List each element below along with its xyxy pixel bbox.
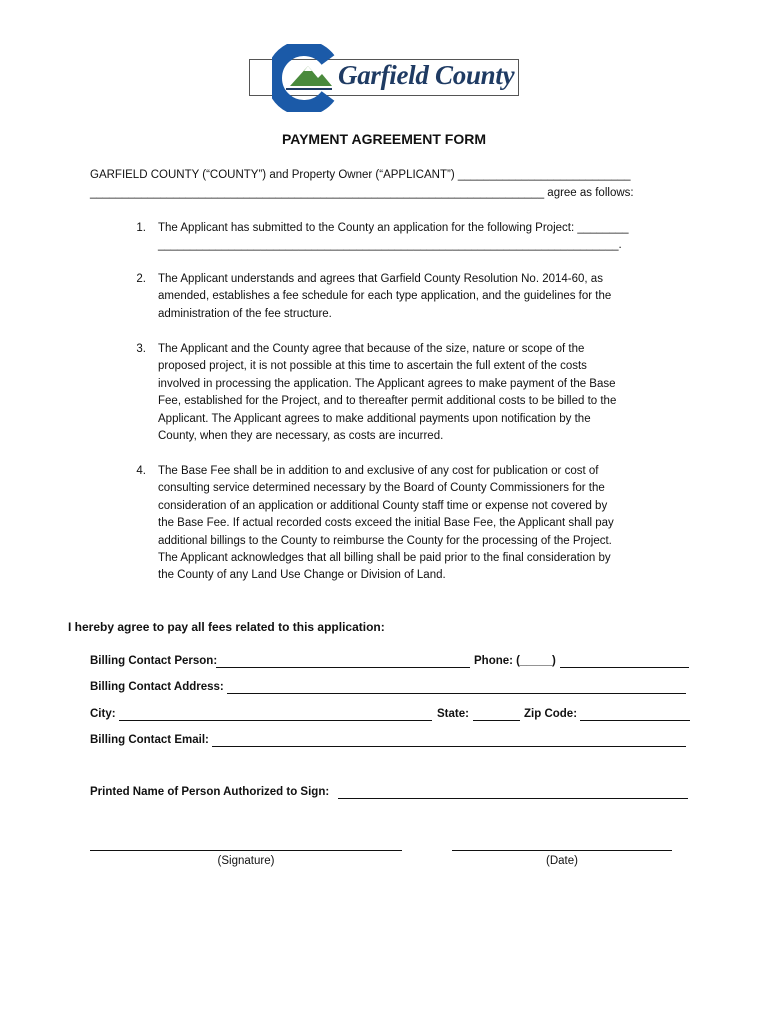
item-text-line: County, when they are necessary, as costs are incurred. xyxy=(158,430,444,442)
page-title: PAYMENT AGREEMENT FORM xyxy=(281,131,487,147)
city-label: City: xyxy=(90,708,116,720)
intro-line-2: _______________________________________________________________________ agree as follows: xyxy=(90,187,634,199)
county-logo-icon xyxy=(272,44,338,112)
logo-text: Garfield County xyxy=(338,60,515,90)
state-field[interactable] xyxy=(473,720,520,721)
item-text-line: additional billings to the County to reimburse the County for the processing of the Project. xyxy=(158,534,612,547)
email-field[interactable] xyxy=(212,746,686,747)
contact-person-label: Billing Contact Person: xyxy=(90,655,218,667)
item-number: 3. xyxy=(136,343,146,355)
item-text-line: The Applicant understands and agrees that Garfield County Resolution No. 2014-60, as xyxy=(158,273,603,285)
zip-field[interactable] xyxy=(580,720,690,721)
item-text-line: Applicant. The Applicant agrees to make additional payments upon notification by the xyxy=(158,412,591,425)
address-label: Billing Contact Address: xyxy=(90,681,224,693)
date-line[interactable] xyxy=(452,850,672,851)
item-text-line: The Applicant has submitted to the County an application for the following Project: ________ xyxy=(158,222,629,234)
item-text-line: the County of any Land Use Change or Division of Land. xyxy=(158,569,446,582)
printed-name-label: Printed Name of Person Authorized to Sign: xyxy=(90,786,330,798)
item-text-line: The Applicant acknowledges that all billing shall be paid prior to the final consideration by xyxy=(158,552,611,564)
item-text-line: proposed project, it is not possible at this time to ascertain the full extent of the costs xyxy=(158,360,587,373)
address-field[interactable] xyxy=(227,693,686,694)
agree-statement: I hereby agree to pay all fees related to this application: xyxy=(68,620,385,634)
signature-line[interactable] xyxy=(90,850,402,851)
zip-label: Zip Code: xyxy=(524,708,578,720)
state-label: State: xyxy=(437,708,469,720)
item-number: 1. xyxy=(136,222,146,234)
printed-name-field[interactable] xyxy=(338,798,688,799)
item-text-line: ________________________________________________________________________. xyxy=(158,239,622,252)
item-number: 4. xyxy=(136,465,146,477)
item-number: 2. xyxy=(136,273,146,285)
item-text-line: consulting service determined necessary by the Board of County Commissioners for the xyxy=(158,482,605,495)
date-caption: (Date) xyxy=(546,855,578,867)
email-label: Billing Contact Email: xyxy=(90,734,209,746)
contact-person-field[interactable] xyxy=(216,667,470,668)
item-text-line: The Base Fee shall be in addition to and exclusive of any cost for publication or cost of xyxy=(158,465,599,477)
intro-line-1: GARFIELD COUNTY (“COUNTY”) and Property Owner (“APPLICANT”) ___________________________ xyxy=(90,169,631,181)
phone-field[interactable] xyxy=(560,667,689,668)
item-text-line: amended, establishes a fee schedule for each type application, and the guidelines for the xyxy=(158,290,612,303)
phone-label: Phone: (_____) xyxy=(474,655,556,667)
signature-caption: (Signature) xyxy=(217,855,275,867)
item-text-line: the Base Fee. If actual recorded costs exceed the initial Base Fee, the Applicant shall pay xyxy=(158,517,614,530)
item-text-line: Fee, established for the Project, and to thereafter permit additional costs to be billed to the xyxy=(158,395,617,408)
item-text-line: The Applicant and the County agree that because of the size, nature or scope of the xyxy=(158,343,585,355)
item-text-line: administration of the fee structure. xyxy=(158,307,332,320)
item-text-line: consideration of an application or additional County staff time or expense not covered by xyxy=(158,499,608,512)
item-text-line: involved in processing the application. The Applicant agrees to make payment of the Base xyxy=(158,377,616,390)
city-field[interactable] xyxy=(119,720,432,721)
